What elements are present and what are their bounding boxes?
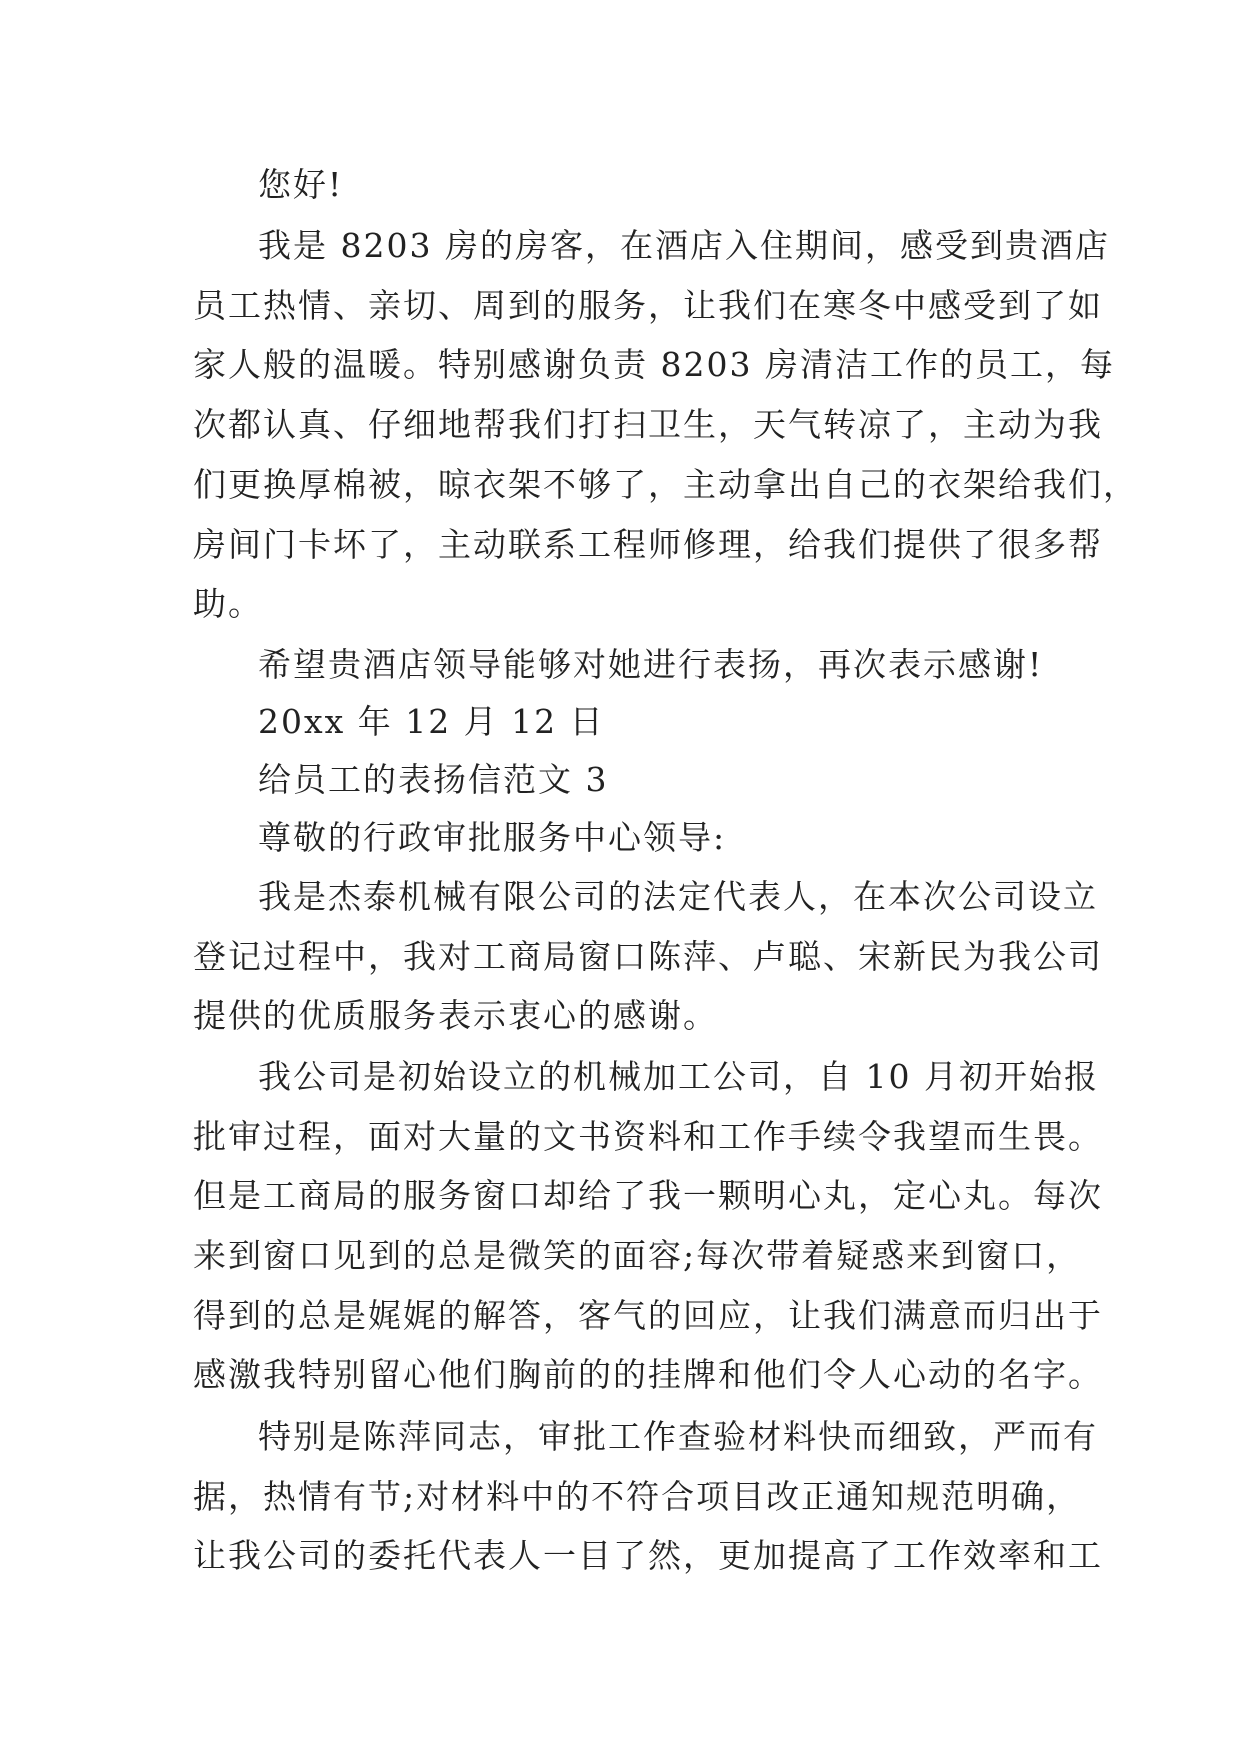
greeting-line: 您好!: [258, 165, 344, 204]
paragraph-line: 让我公司的委托代表人一目了然，更加提高了工作效率和工: [193, 1536, 1103, 1575]
paragraph-line: 我是 8203 房的房客，在酒店入住期间，感受到贵酒店: [258, 226, 1110, 265]
paragraph-line: 家人般的温暖。特别感谢负责 8203 房清洁工作的员工，每: [193, 345, 1115, 384]
paragraph-line: 据，热情有节;对材料中的不符合项目改正通知规范明确，: [193, 1477, 1082, 1516]
paragraph-line: 们更换厚棉被，晾衣架不够了，主动拿出自己的衣架给我们，: [193, 465, 1138, 504]
paragraph-line: 助。: [193, 584, 263, 623]
paragraph-line: 员工热情、亲切、周到的服务，让我们在寒冬中感受到了如: [193, 286, 1103, 325]
section-title: 给员工的表扬信范文 3: [258, 760, 609, 799]
paragraph-line: 但是工商局的服务窗口却给了我一颗明心丸，定心丸。每次: [193, 1176, 1103, 1215]
closing-line: 希望贵酒店领导能够对她进行表扬，再次表示感谢!: [258, 645, 1044, 684]
paragraph-line: 房间门卡坏了，主动联系工程师修理，给我们提供了很多帮: [193, 525, 1103, 564]
date-line: 20xx 年 12 月 12 日: [258, 702, 605, 741]
paragraph-line: 登记过程中，我对工商局窗口陈萍、卢聪、宋新民为我公司: [193, 937, 1103, 976]
paragraph-line: 我公司是初始设立的机械加工公司，自 10 月初开始报: [258, 1057, 1099, 1096]
paragraph-line: 提供的优质服务表示衷心的感谢。: [193, 996, 718, 1035]
paragraph-line: 次都认真、仔细地帮我们打扫卫生，天气转凉了，主动为我: [193, 405, 1103, 444]
paragraph-line: 批审过程，面对大量的文书资料和工作手续令我望而生畏。: [193, 1117, 1103, 1156]
paragraph-line: 得到的总是娓娓的解答，客气的回应，让我们满意而归出于: [193, 1296, 1103, 1335]
salutation-line: 尊敬的行政审批服务中心领导:: [258, 818, 727, 857]
paragraph-line: 感激我特别留心他们胸前的的挂牌和他们令人心动的名字。: [193, 1355, 1103, 1394]
paragraph-line: 来到窗口见到的总是微笑的面容;每次带着疑惑来到窗口，: [193, 1236, 1082, 1275]
paragraph-line: 特别是陈萍同志，审批工作查验材料快而细致，严而有: [258, 1417, 1098, 1456]
paragraph-line: 我是杰泰机械有限公司的法定代表人，在本次公司设立: [258, 877, 1098, 916]
